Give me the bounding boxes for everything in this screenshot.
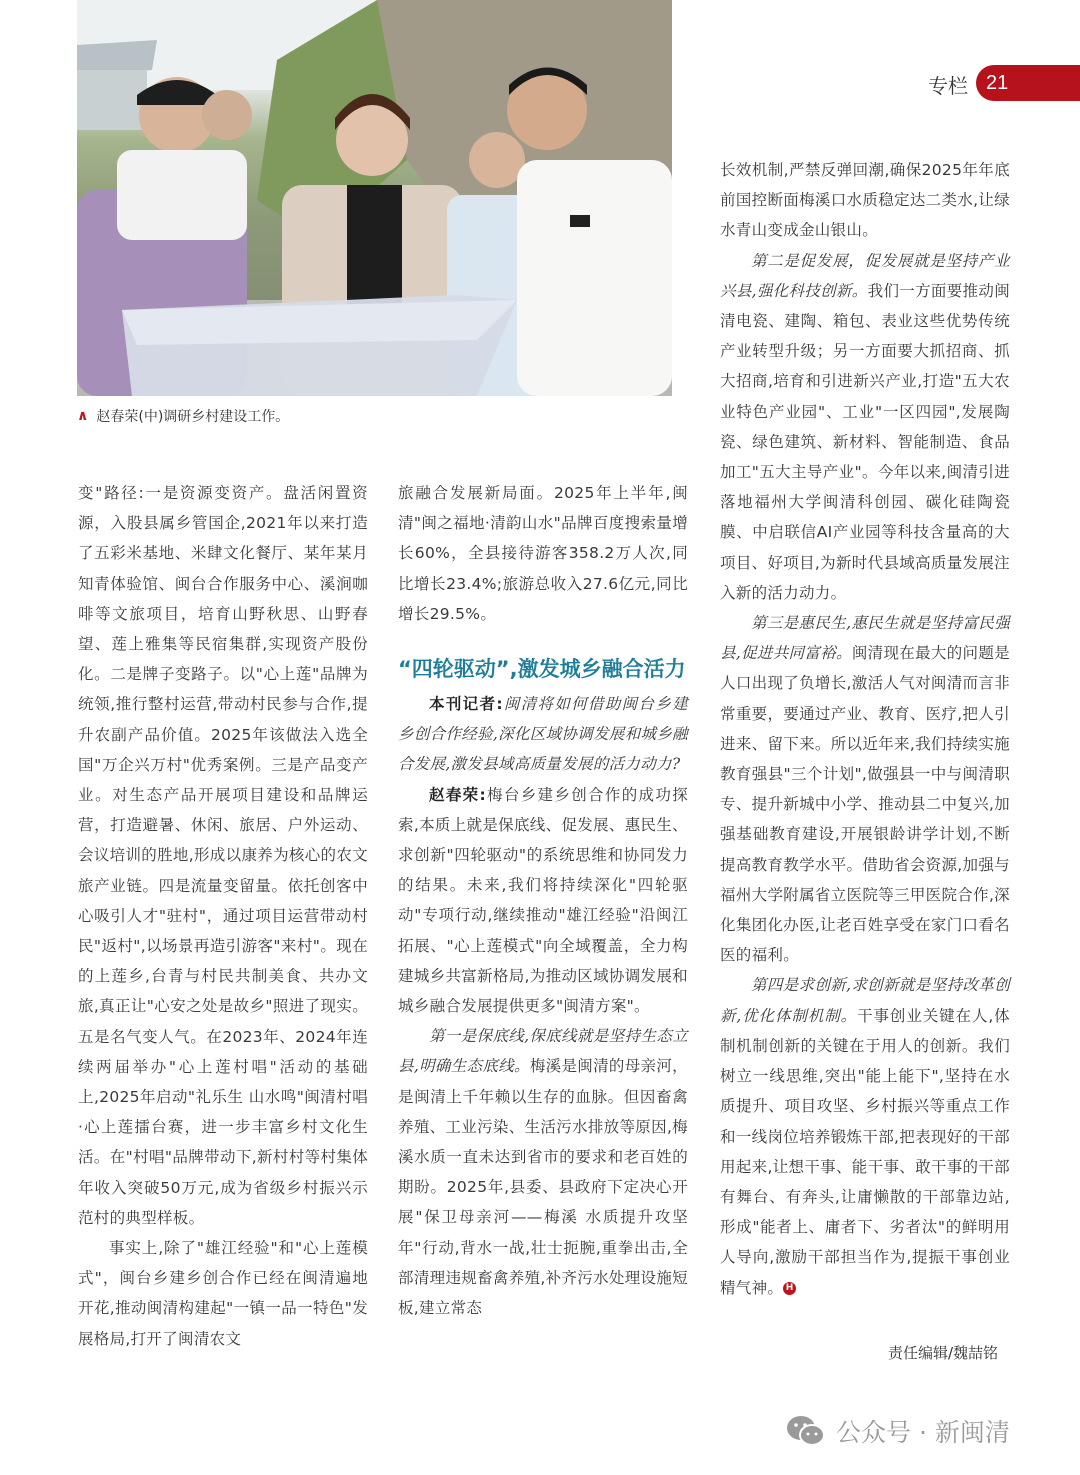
paragraph-body: 干事创业关键在人,体制机制创新的关键在于用人的创新。我们树立一线思维,突出"能上能下",坚持在水质提升、项目攻坚、乡村振兴等重点工作和一线岗位培养锻炼干部,把表现好的干部用起来,让想干事、能干事、敢干事的干部有舞台、有奔头,让庸懒散的干部靠边站,形成"能者上、庸者下、劣者汰"的鲜明用人导向,激励干部担当作为,提振干事创业精气神。 <box>720 1006 1010 1297</box>
section-heading: “四轮驱动”,激发城乡融合活力 <box>398 657 686 682</box>
caption-marker-icon: ∧ <box>77 408 89 424</box>
answer-speaker: 赵春荣: <box>429 785 486 804</box>
caption-text: 赵春荣(中)调研乡村建设工作。 <box>96 409 290 425</box>
interview-question <box>398 689 688 780</box>
paragraph: 事实上,除了"雄江经验"和"心上莲模式"，闽台乡建乡创合作已经在闽清遍地开花,推动闽清构建起"一镇一品一特色"发展格局,打开了闽清农文 <box>78 1239 368 1348</box>
paragraph <box>398 1021 688 1323</box>
paragraph-body: 闽清现在最大的问题是人口出现了负增长,激活人气对闽清而言非常重要，要通过产业、教育、医疗,把人引进来、留下来。所以近年来,我们持续实施教育强县"三个计划",做强县一中与闽清职专、提升新城中小学、推动县二中复兴,加强基础教育建设,开展银龄讲学计划,不断提高教育教学水平。借助省会资源,加强与福州大学附属省立医院等三甲医院合作,深化集团化办医,让老百姓享受在家门口看名医的福利。 <box>720 644 1010 965</box>
article-column-3 <box>720 155 1010 1303</box>
paragraph <box>720 970 1010 1302</box>
paragraph <box>720 608 1010 970</box>
paragraph-lead: 第三是惠民生,惠民生就是坚持富民强县,促进共同富裕。 <box>720 614 1010 663</box>
answer-text: 梅台乡建乡创合作的成功探索,本质上就是保底线、促发展、惠民生、求创新"四轮驱动"的系统思维和协同发力的结果。未来,我们将持续深化"四轮驱动"专项行动,继续推动"雄江经验"沿闽江拓展、"心上莲模式"向全域覆盖，全力构建城乡共富新格局,为推动区域协调发展和城乡融合发展提供更多"闽清方案"。 <box>398 785 688 1016</box>
question-text: 闽清将如何借助闽台乡建乡创合作经验,深化区域协调发展和城乡融合发展,激发县域高质量发展的活力动力? <box>398 695 688 774</box>
editor-credit: 责任编辑/魏喆铭 <box>888 1344 999 1362</box>
paragraph-lead: 第四是求创新,求创新就是坚持改革创新,优化体制机制。 <box>720 976 1010 1025</box>
paragraph <box>720 246 1010 608</box>
watermark-text: 公众号 · 新闽清 <box>836 1418 1010 1447</box>
paragraph: 旅融合发展新局面。2025年上半年,闽清"闽之福地·清韵山水"品牌百度搜索量增长60%，全县接待游客358.2万人次,同比增长23.4%;旅游总收入27.6亿元,同比增长29.5%。 <box>398 484 688 623</box>
wechat-icon <box>786 1414 826 1448</box>
paragraph-body: 我们一方面要推动闽清电瓷、建陶、箱包、表业这些优势传统产业转型升级；另一方面要大抓招商、抓大招商,培育和引进新兴产业,打造"五大农业特色产业园"、工业"一区四园",发展陶瓷、绿色建筑、新材料、智能制造、食品加工"五大主导产业"。今年以来,闽清引进落地福州大学闽清科创园、碳化硅陶瓷膜、中启联信AI产业园等科技含量高的大项目、好项目,为新时代县域高质量发展注入新的活力动力。 <box>720 281 1011 602</box>
photo-illustration <box>77 0 672 396</box>
paragraph-lead: 第一是保底线,保底线就是坚持生态立县,明确生态底线。 <box>398 1027 688 1076</box>
page-number: 21 <box>986 71 1009 94</box>
photo-caption <box>77 406 289 426</box>
paragraph: 变"路径:一是资源变资产。盘活闲置资源，入股县属乡管国企,2021年以来打造了五彩米基地、米肆文化餐厅、某年某月知青体验馆、闽台合作服务中心、溪涧咖啡等文旅项目，培育山野秋思、山野春望、莲上雅集等民宿集群,实现资产股份化。二是牌子变路子。以"心上莲"品牌为统领,推行整村运营,带动村民参与合作,提升农副产品价值。2025年该做法入选全国"万企兴万村"优秀案例。三是产品变产业。对生态产品开展项目建设和品牌运营，打造避暑、休闲、旅居、户外运动、会议培训的胜地,形成以康养为核心的农文旅产业链。四是流量变留量。依托创客中心吸引人才"驻村"，通过项目运营带动村民"返村",以场景再造引游客"来村"。现在的上莲乡,台青与村民共制美食、共办文旅,真正让"心安之处是故乡"照进了现实。五是名气变人气。在2023年、2024年连续两届举办"心上莲村唱"活动的基础上,2025年启动"礼乐生 山水鸣"闽清村唱·心上莲擂台赛，进一步丰富乡村文化生活。在"村唱"品牌带动下,新村村等村集体年收入突破50万元,成为省级乡村振兴示范村的典型样板。 <box>78 484 368 1227</box>
section-label: 专栏 <box>928 74 968 98</box>
paragraph: 长效机制,严禁反弹回潮,确保2025年年底前国控断面梅溪口水质稳定达二类水,让绿水青山变成金山银山。 <box>720 161 1010 240</box>
paragraph-body: 梅溪是闽清的母亲河，是闽清上千年赖以生存的血脉。但因畜禽养殖、工业污染、生活污水排放等原因,梅溪水质一直未达到省市的要求和老百姓的期盼。2025年,县委、县政府下定决心开展"保卫母亲河——梅溪 水质提升攻坚年"行动,背水一战,壮士扼腕,重拳出击,全部清理违规畜禽养殖,补齐污水处理设施短板,建立常态 <box>398 1057 688 1318</box>
article-column-2 <box>398 478 688 1323</box>
paragraph-lead: 第二是促发展，促发展就是坚持产业兴县,强化科技创新。 <box>720 251 1010 300</box>
question-speaker: 本刊记者: <box>429 695 503 714</box>
article-photo <box>77 0 672 396</box>
interview-answer <box>398 780 688 1022</box>
end-mark-icon: H <box>783 1282 796 1295</box>
watermark <box>786 1413 1010 1449</box>
article-column-1 <box>78 478 368 1354</box>
page-number-badge <box>976 65 1080 101</box>
